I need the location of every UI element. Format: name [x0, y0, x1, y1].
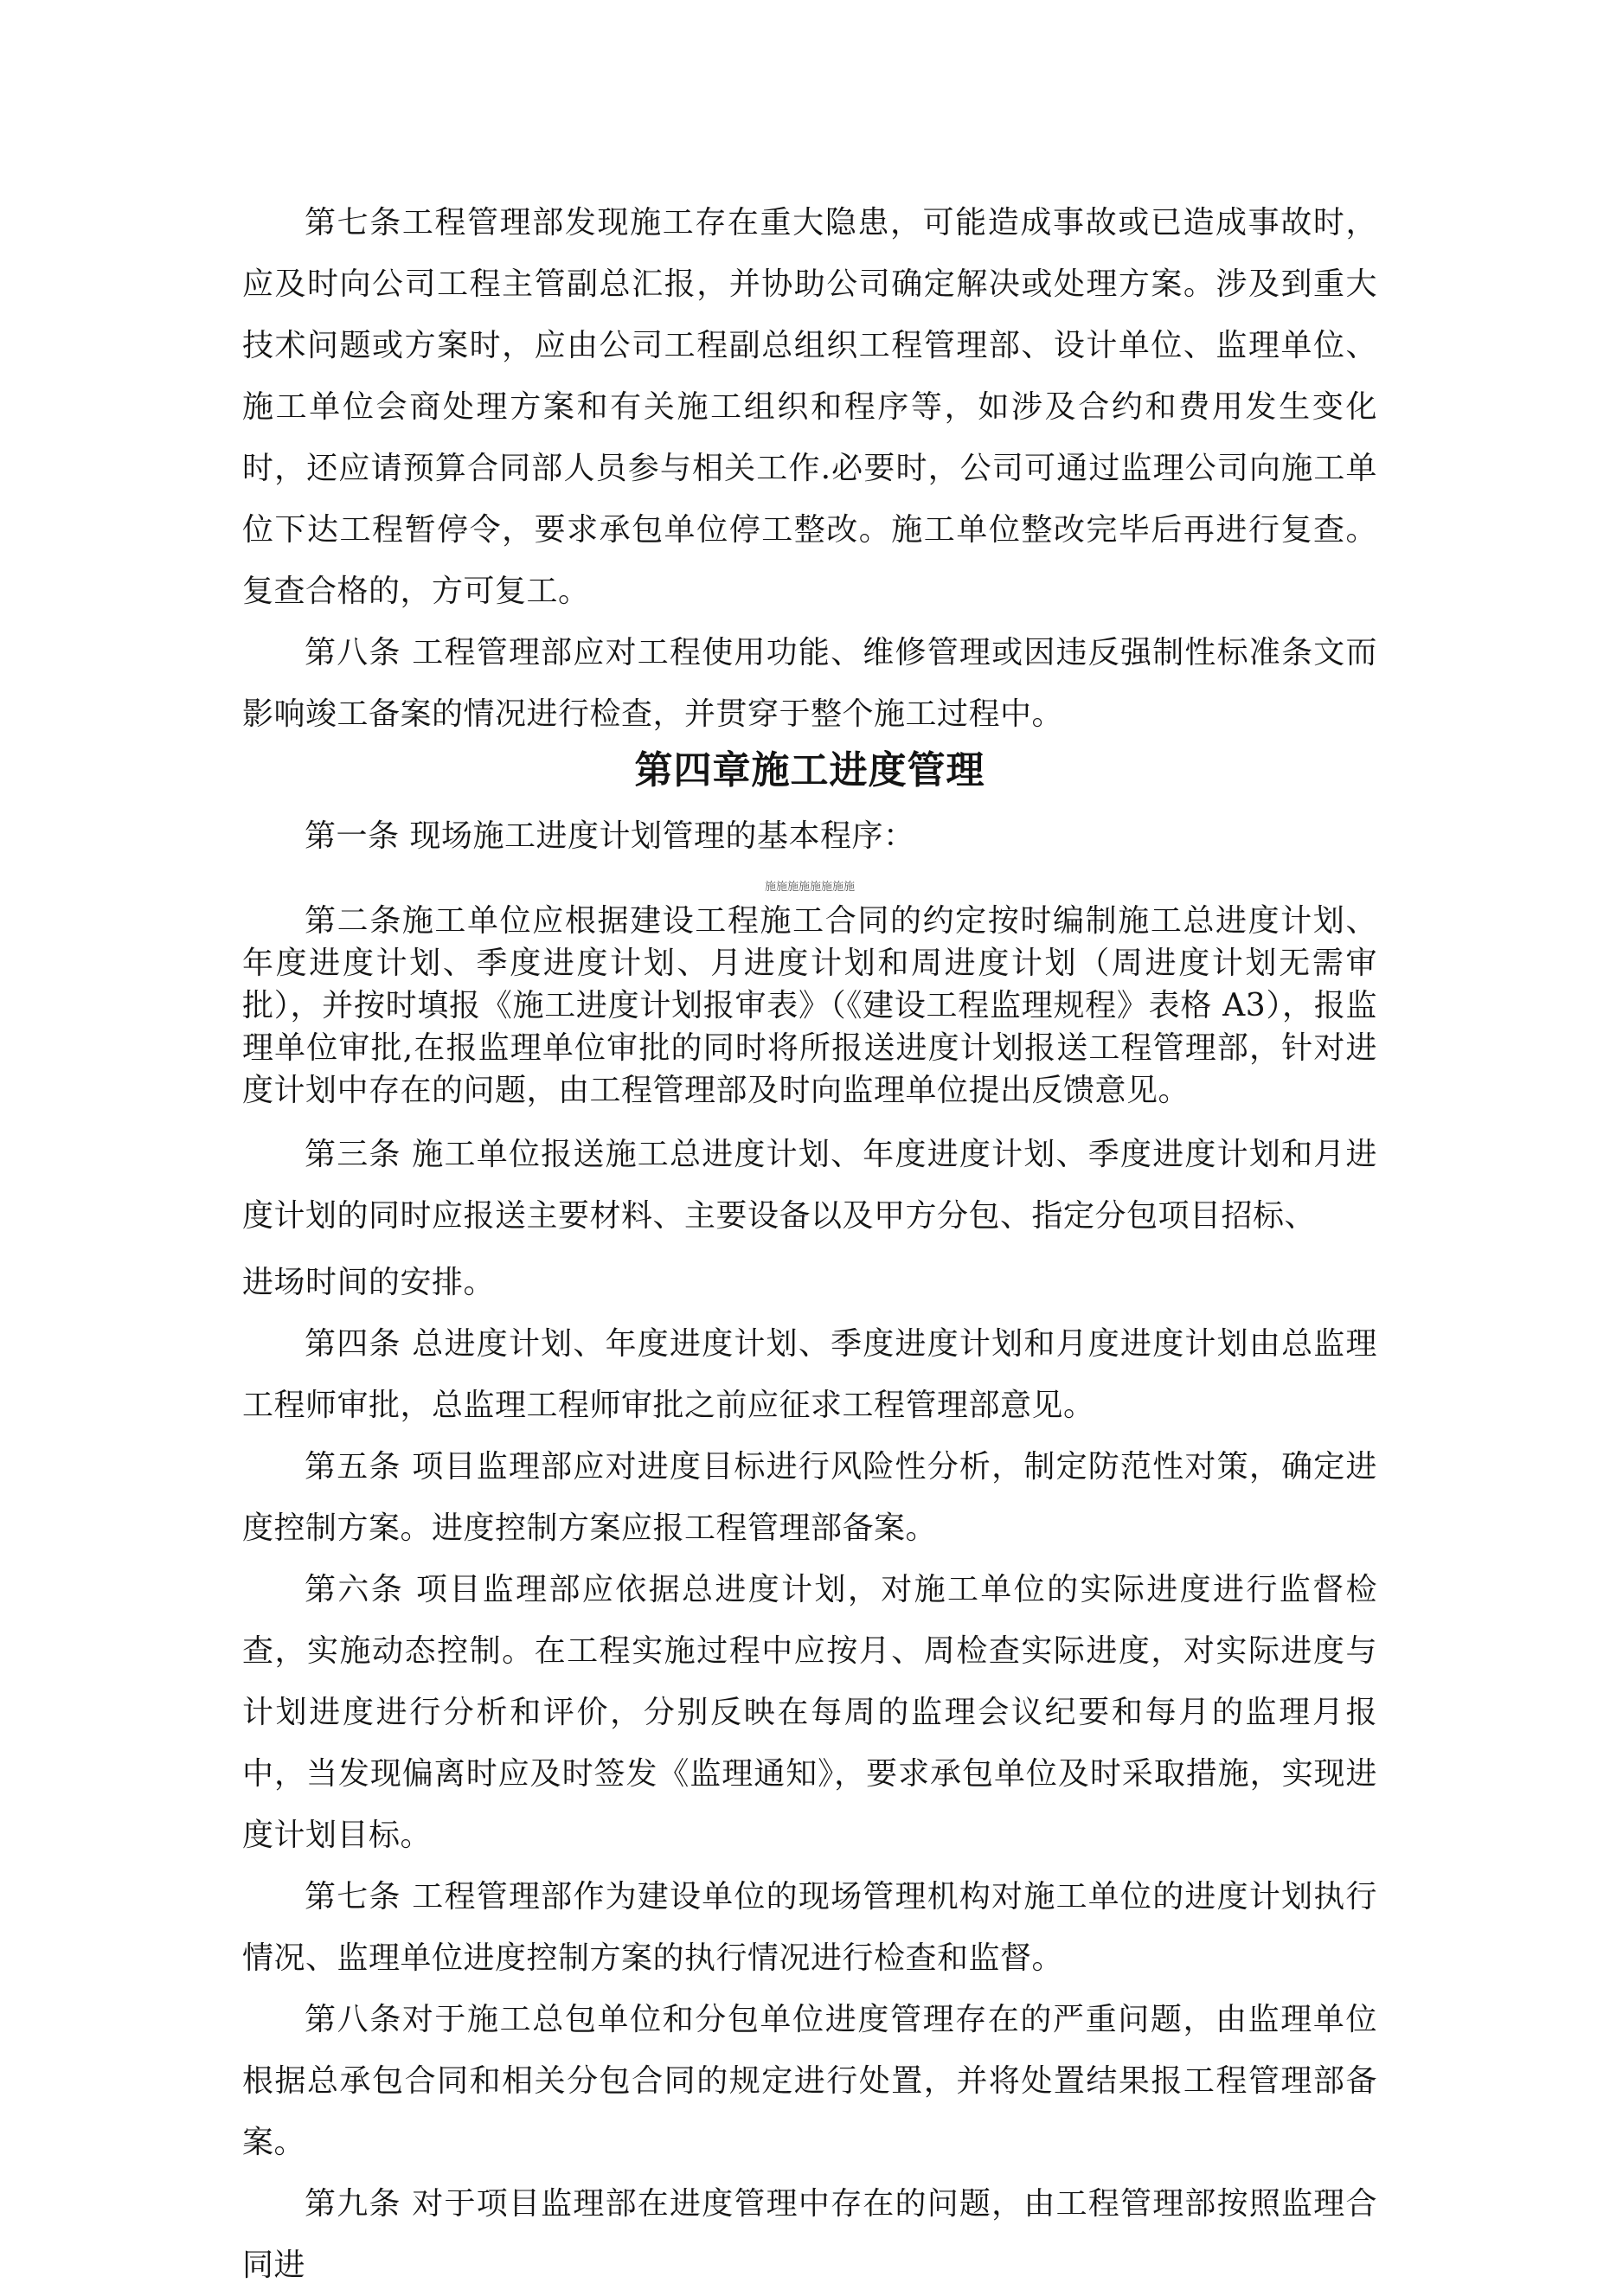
article-3-continuation: 进场时间的安排。 [242, 1265, 496, 1300]
article-5-paragraph: 第五条 项目监理部应对进度目标进行风险性分析，制定防范性对策，确定进度控制方案。进度控制方案应报工程管理部备案。 [242, 1449, 1377, 1546]
article-7-paragraph: 第七条工程管理部发现施工存在重大隐患，可能造成事故或已造成事故时，应及时向公司工程主管副总汇报，并协助公司确定解决或处理方案。涉及到重大技术问题或方案时，应由公司工程副总组织工程管理部、设计单位、监理单位、施工单位会商处理方案和有关施工组织和程序等，如涉及合约和费用发生变化时，还应请预算合同部人员参与相关工作.必要时，公司可通过监理公司向施工单位下达工程暂停令，要求承包单位停工整改。施工单位整改完毕后再进行复查。复查合格的，方可复工。 [242, 205, 1377, 609]
document-page [242, 192, 1377, 2296]
article-1-paragraph: 第一条 现场施工进度计划管理的基本程序： [305, 818, 915, 854]
flowchart-placeholder: 施施施施施施施施 [764, 881, 855, 894]
article-6-paragraph: 第六条 项目监理部应依据总进度计划，对施工单位的实际进度进行监督检查，实施动态控制。在工程实施过程中应按月、周检查实际进度，对实际进度与计划进度进行分析和评价，分别反映在每周的监理会议纪要和每月的监理月报中，当发现偏离时应及时签发《监理通知》，要求承包单位及时采取措施，实现进度计划目标。 [242, 1572, 1377, 1853]
article-8b-paragraph: 第八条对于施工总包单位和分包单位进度管理存在的严重问题，由监理单位根据总承包合同和相关分包合同的规定进行处置，并将处置结果报工程管理部备案。 [242, 2002, 1377, 2160]
article-4-paragraph: 第四条 总进度计划、年度进度计划、季度进度计划和月度进度计划由总监理工程师审批，总监理工程师审批之前应征求工程管理部意见。 [242, 1326, 1377, 1423]
article-3-paragraph: 第三条 施工单位报送施工总进度计划、年度进度计划、季度进度计划和月进度计划的同时应报送主要材料、主要设备以及甲方分包、指定分包项目招标、 [242, 1137, 1377, 1234]
article-7b-paragraph: 第七条 工程管理部作为建设单位的现场管理机构对施工单位的进度计划执行情况、监理单位进度控制方案的执行情况进行检查和监督。 [242, 1879, 1377, 1976]
article-9-paragraph: 第九条 对于项目监理部在进度管理中存在的问题，由工程管理部按照监理合同进 [242, 2186, 1377, 2283]
article-8-paragraph: 第八条 工程管理部应对工程使用功能、维修管理或因违反强制性标准条文而影响竣工备案的情况进行检查，并贯穿于整个施工过程中。 [242, 635, 1377, 732]
chapter-title: 第四章施工进度管理 [634, 748, 985, 792]
article-2-paragraph: 第二条施工单位应根据建设工程施工合同的约定按时编制施工总进度计划、年度进度计划、季度进度计划、月进度计划和周进度计划（周进度计划无需审批），并按时填报《施工进度计划报审表》（《建设工程监理规程》表格 A3），报监理单位审批,在报监理单位审批的同时将所报送进度计划报送工程管理部，针对进度计划中存在的问题，由工程管理部及时向监理单位提出反馈意见。 [242, 903, 1377, 1108]
